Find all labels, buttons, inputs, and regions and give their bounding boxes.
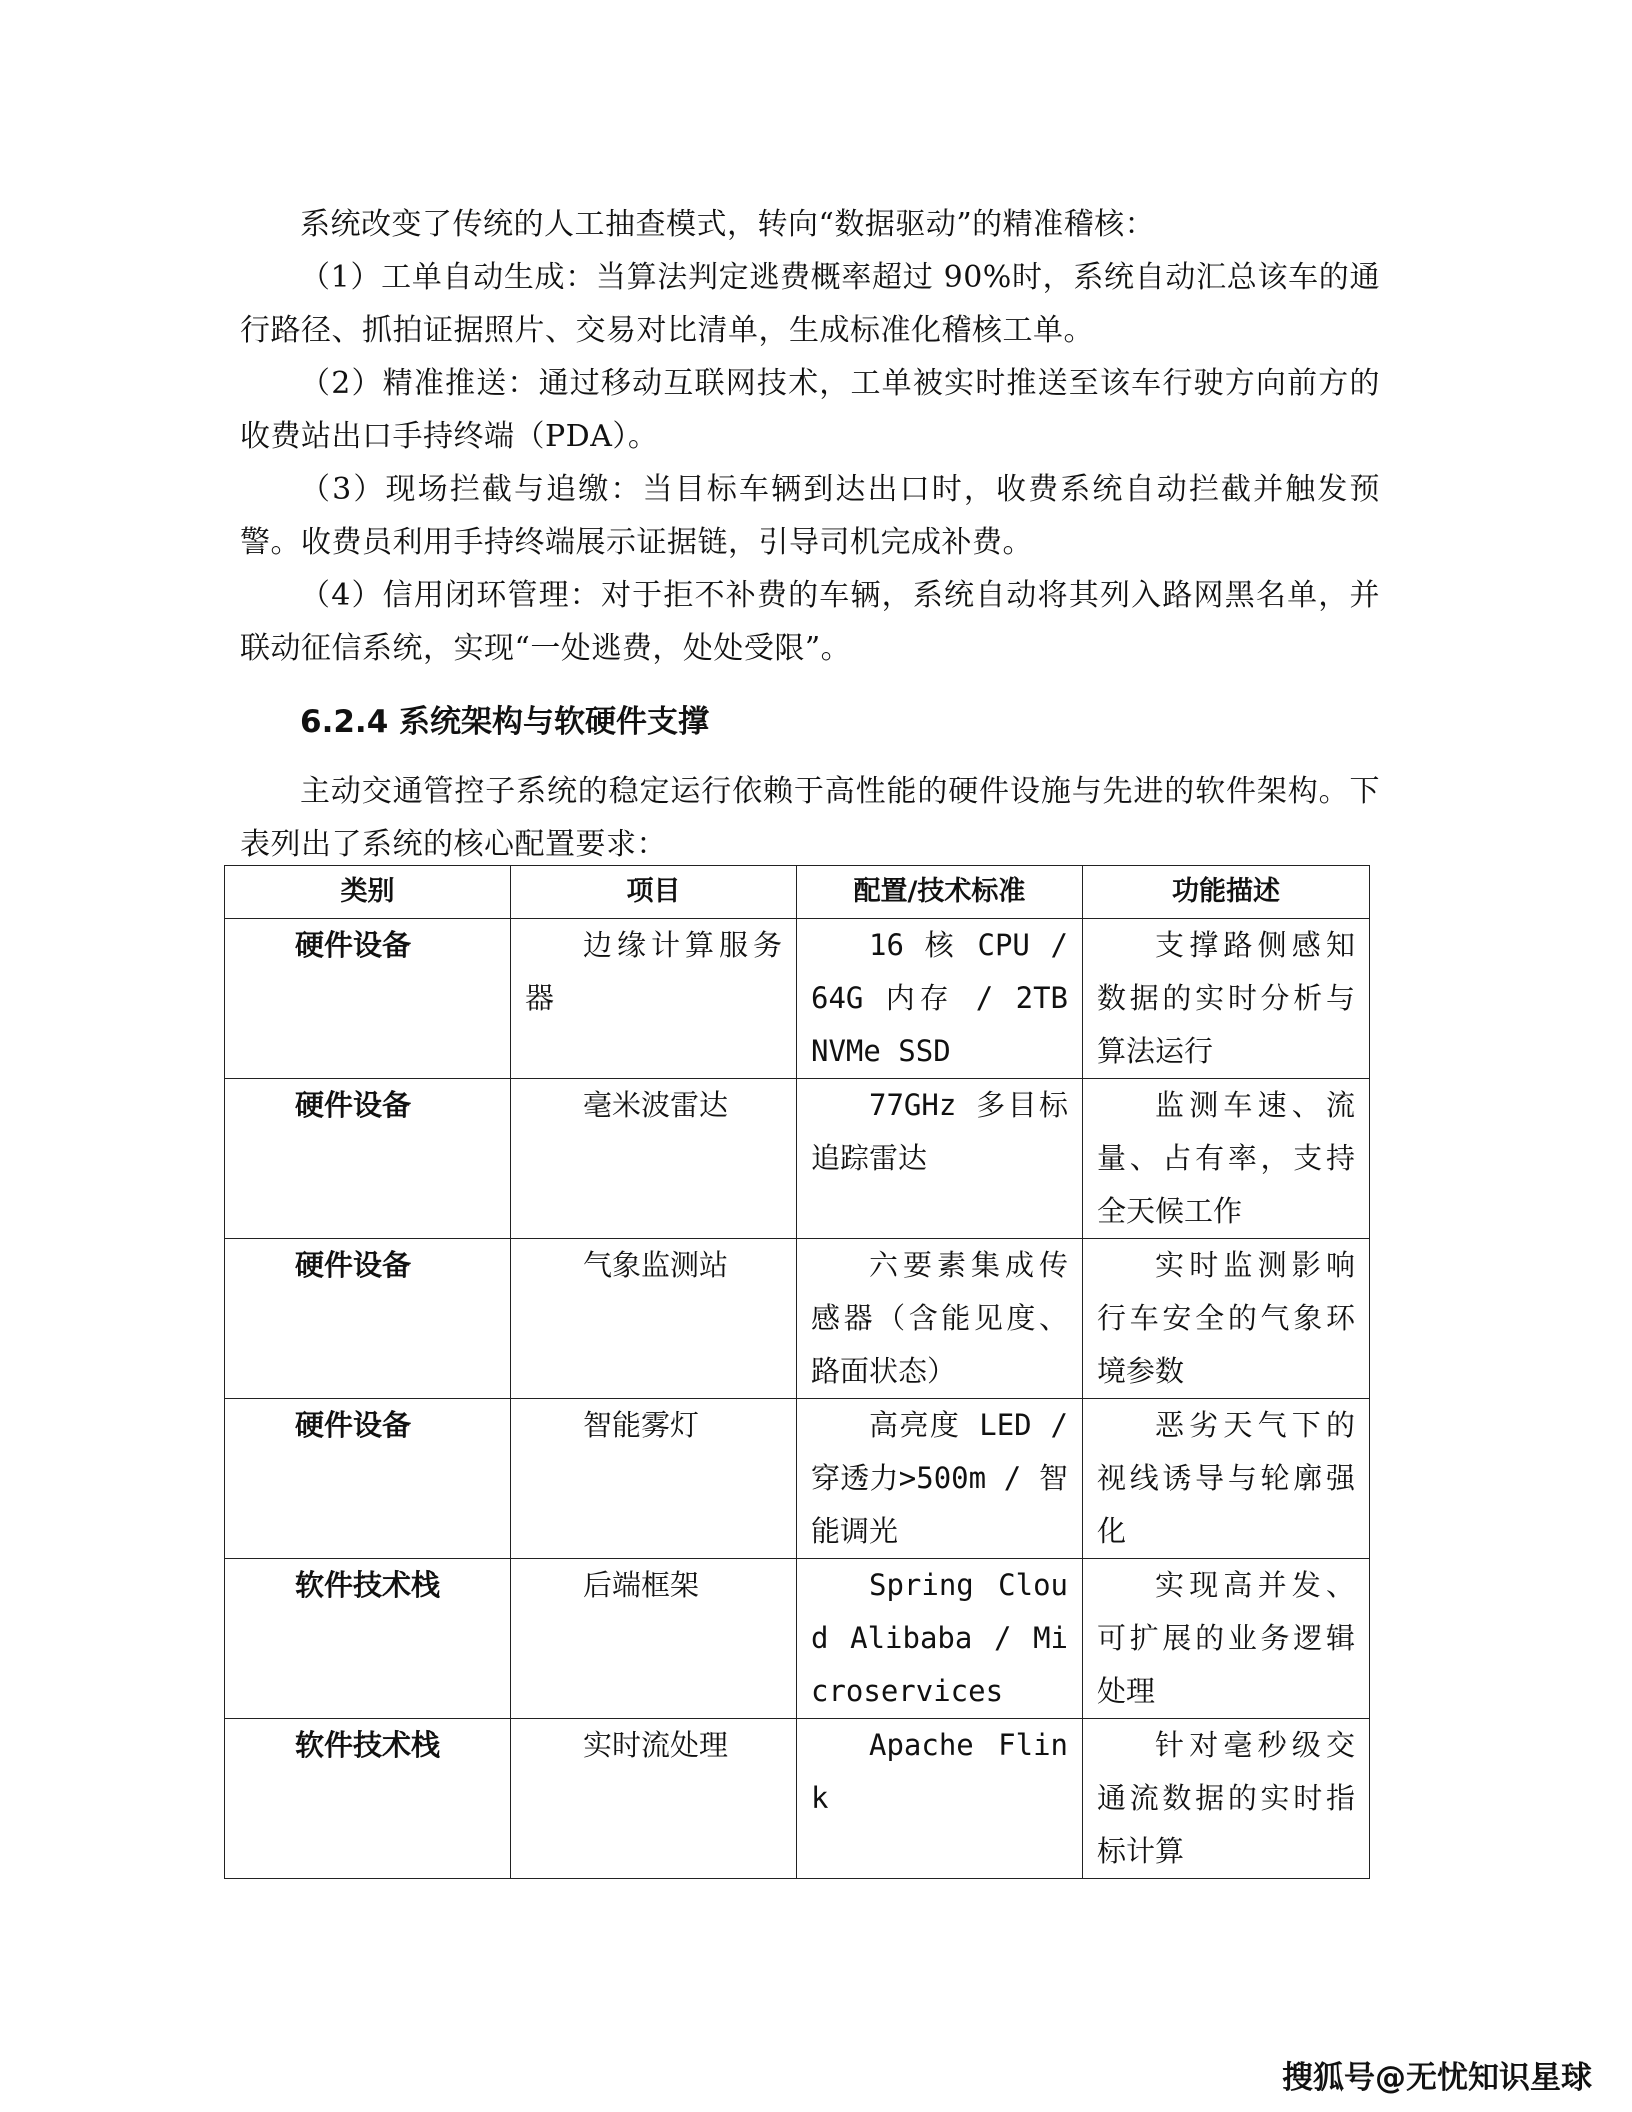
cell-item: 智能雾灯 <box>511 1399 797 1559</box>
section-intro-paragraph: 主动交通管控子系统的稳定运行依赖于高性能的硬件设施与先进的软件架构。下表列出了系统的核心配置要求： <box>240 774 1380 862</box>
table-row <box>225 1719 1370 1879</box>
section-heading: 6.2.4 系统架构与软硬件支撑 <box>300 704 710 740</box>
cell-item: 气象监测站 <box>511 1239 797 1399</box>
table-row <box>225 1399 1370 1559</box>
header-category: 类别 <box>225 866 511 919</box>
cell-category: 硬件设备 <box>225 1399 511 1559</box>
list-item-2: （2）精准推送：通过移动互联网技术，工单被实时推送至该车行驶方向前方的收费站出口手持终端（PDA）。 <box>240 366 1380 454</box>
cell-spec: 16 核 CPU / 64G 内存 / 2TB NVMe SSD <box>797 919 1083 1079</box>
config-table <box>224 865 1370 1879</box>
header-spec: 配置/技术标准 <box>797 866 1083 919</box>
header-description: 功能描述 <box>1083 866 1370 919</box>
cell-category: 硬件设备 <box>225 919 511 1079</box>
cell-spec: Apache Flink <box>797 1719 1083 1879</box>
header-item: 项目 <box>511 866 797 919</box>
cell-description: 监测车速、流量、占有率，支持全天候工作 <box>1083 1079 1370 1239</box>
cell-category: 软件技术栈 <box>225 1719 511 1879</box>
table-row <box>225 1559 1370 1719</box>
table-row <box>225 919 1370 1079</box>
cell-description: 实时监测影响行车安全的气象环境参数 <box>1083 1239 1370 1399</box>
cell-description: 针对毫秒级交通流数据的实时指标计算 <box>1083 1719 1370 1879</box>
cell-spec: 高亮度 LED / 穿透力>500m / 智能调光 <box>797 1399 1083 1559</box>
cell-spec: 六要素集成传感器（含能见度、路面状态） <box>797 1239 1083 1399</box>
cell-category: 硬件设备 <box>225 1079 511 1239</box>
cell-spec: Spring Cloud Alibaba / Microservices <box>797 1559 1083 1719</box>
cell-category: 软件技术栈 <box>225 1559 511 1719</box>
cell-item: 毫米波雷达 <box>511 1079 797 1239</box>
list-item-1: （1）工单自动生成：当算法判定逃费概率超过 90%时，系统自动汇总该车的通行路径、抓拍证据照片、交易对比清单，生成标准化稽核工单。 <box>240 260 1380 348</box>
cell-description: 支撑路侧感知数据的实时分析与算法运行 <box>1083 919 1370 1079</box>
cell-spec: 77GHz 多目标追踪雷达 <box>797 1079 1083 1239</box>
table-row <box>225 1079 1370 1239</box>
cell-category: 硬件设备 <box>225 1239 511 1399</box>
list-item-3: （3）现场拦截与追缴：当目标车辆到达出口时，收费系统自动拦截并触发预警。收费员利用手持终端展示证据链，引导司机完成补费。 <box>240 472 1380 560</box>
intro-paragraph: 系统改变了传统的人工抽查模式，转向“数据驱动”的精准稽核： <box>300 207 1156 242</box>
cell-item: 后端框架 <box>511 1559 797 1719</box>
cell-description: 恶劣天气下的视线诱导与轮廓强化 <box>1083 1399 1370 1559</box>
table-row <box>225 1239 1370 1399</box>
cell-description: 实现高并发、可扩展的业务逻辑处理 <box>1083 1559 1370 1719</box>
source-watermark: 搜狐号@无忧知识星球 <box>1282 2060 1592 2096</box>
table-header-row <box>225 866 1370 919</box>
cell-item: 实时流处理 <box>511 1719 797 1879</box>
list-item-4: （4）信用闭环管理：对于拒不补费的车辆，系统自动将其列入路网黑名单，并联动征信系统，实现“一处逃费，处处受限”。 <box>240 578 1380 666</box>
cell-item: 边缘计算服务器 <box>511 919 797 1079</box>
